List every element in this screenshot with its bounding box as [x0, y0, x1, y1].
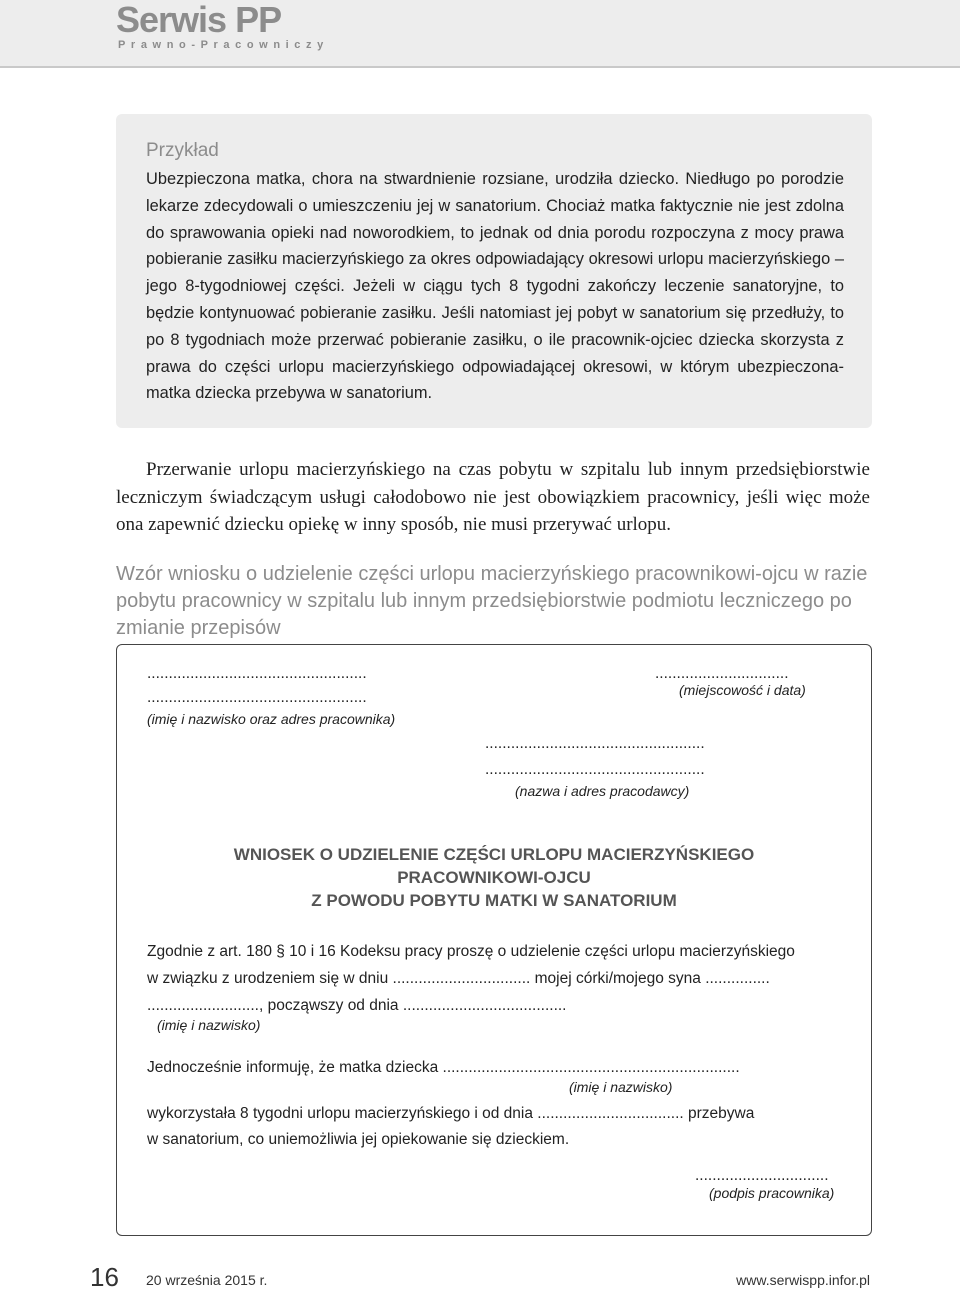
form-heading-line-1: WNIOSEK O UDZIELENIE CZĘŚCI URLOPU MACIERZYŃSKIEGO [233, 845, 755, 864]
place-date-label: (miejscowość i data) [679, 682, 806, 698]
signature-dots: ............................... [695, 1167, 829, 1184]
employer-dots-2: ................................................... [485, 761, 705, 778]
example-title: Przykład [146, 140, 219, 161]
example-body: Ubezpieczona matka, chora na stwardnienie rozsiane, urodziła dziecko. Niedługo po porodzie lekarze zdecydowali o umieszczeniu jej w sanatorium. Chociaż matka faktycznie nie jest zdolna do sprawowania opieki nad noworodkiem, to jednak od dnia porodu rozpoczyna z mocy prawa pobieranie zasiłku macierzyńskiego za okres odpowiadający okresowi urlopu macierzyńskiego – jego 8-tygodniowej części. Jeżeli w ciągu tych 8 tygodni zakończy leczenie sanatoryjne, to będzie kontynuować pobieranie zasiłku. Jeśli natomiast jej pobyt w sanatorium się przedłuży, to po 8 tygodniach może przerwać pobieranie zasiłku, o ile pracownik-ojciec dziecka skorzysta z prawa do części urlopu macierzyńskiego odpowiadającej okresowi, w którym ubezpieczona-matka dziecka przebywa w sanatorium. [146, 170, 844, 403]
logo-title: Serwis PP [116, 0, 282, 40]
signature-label: (podpis pracownika) [709, 1185, 835, 1201]
employer-label: (nazwa i adres pracodawcy) [515, 783, 690, 799]
example-box [116, 114, 872, 428]
employee-dots-2: ................................................... [147, 689, 367, 706]
employee-label: (imię i nazwisko oraz adres pracownika) [147, 711, 396, 727]
form-template [116, 644, 872, 1236]
template-title: Wzór wniosku o udzielenie części urlopu macierzyńskiego pracownikowi-ojcu w razie pobytu pracownicy w szpitalu lub innym przedsiębiorstwie podmiotu leczniczego po zmianie przepisów [116, 563, 868, 639]
form-line-5: wykorzystała 8 tygodni urlopu macierzyńskiego i od dnia .................................. przebywa [147, 1105, 755, 1122]
form-line-6: w sanatorium, co uniemożliwia jej opiekowanie się dzieckiem. [147, 1131, 570, 1148]
logo-subtitle: Prawno-Pracowniczy [118, 39, 329, 51]
body-paragraph: Przerwanie urlopu macierzyńskiego na czas pobytu w szpitalu lub innym przedsiębiorstwie leczniczym świadczącym usługi całodobowo nie jest obowiązkiem pracownicy, jeśli więc może ona zapewnić dziecku opiekę w inny sposób, nie musi przerywać urlopu. [116, 459, 870, 535]
employer-dots-1: ................................................... [485, 735, 705, 752]
form-line-4: Jednocześnie informuję, że matka dziecka ..................................................................... [147, 1059, 740, 1076]
footer-date: 20 września 2015 r. [146, 1272, 268, 1288]
form-line-3: .........................., począwszy od dnia ...................................... [147, 997, 567, 1014]
page-number: 16 [90, 1262, 119, 1292]
header-divider [0, 66, 960, 68]
name-label-2: (imię i nazwisko) [569, 1079, 673, 1095]
form-heading-line-3: Z POWODU POBYTU MATKI W SANATORIUM [311, 891, 677, 910]
place-date-dots: ............................... [655, 665, 789, 682]
footer-url[interactable]: www.serwispp.infor.pl [736, 1272, 870, 1288]
form-line-1: Zgodnie z art. 180 § 10 i 16 Kodeksu pracy proszę o udzielenie części urlopu macierzyńskiego [147, 943, 795, 960]
form-heading [117, 843, 871, 912]
form-line-2: w związku z urodzeniem się w dniu ................................ mojej córki/mojego syna ............... [147, 970, 770, 987]
employee-dots-1: ................................................... [147, 665, 367, 682]
form-heading-line-2: PRACOWNIKOWI-OJCU [397, 868, 591, 887]
name-label-1: (imię i nazwisko) [157, 1017, 261, 1033]
